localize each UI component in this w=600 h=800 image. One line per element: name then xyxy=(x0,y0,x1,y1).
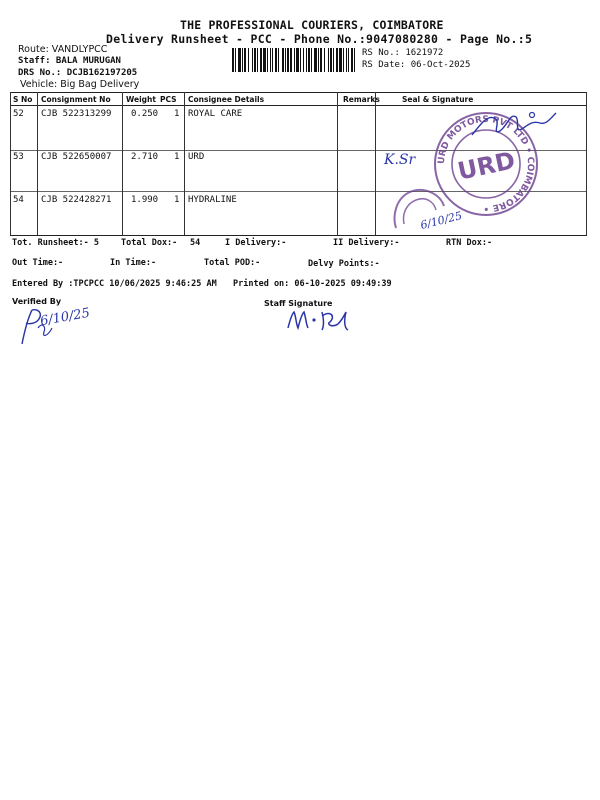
staff-signature xyxy=(284,306,354,334)
row-pcs: 1 xyxy=(174,152,180,162)
staff-signature-label: Staff Signature xyxy=(264,299,333,308)
barcode-bar xyxy=(242,48,243,72)
barcode-bar xyxy=(303,48,304,72)
col-divider xyxy=(375,92,376,235)
barcode-bar xyxy=(257,48,258,72)
row-consignee: URD xyxy=(188,152,205,162)
barcode-bar xyxy=(318,48,319,72)
row-weight: 0.250 xyxy=(131,109,159,119)
ii-delivery-label: II Delivery:- xyxy=(333,238,400,248)
row-weight: 2.710 xyxy=(131,152,159,162)
col-header-weight: Weight xyxy=(126,95,156,104)
barcode-bar xyxy=(238,48,241,72)
col-divider xyxy=(122,92,123,235)
barcode-bar xyxy=(333,48,334,72)
drs-number: DRS No.: DCJB162197205 xyxy=(18,68,138,78)
barcode-bar xyxy=(328,48,329,72)
row-consignee: ROYAL CARE xyxy=(188,109,243,119)
barcode-bar xyxy=(254,48,256,72)
col-header-consignee: Consignee Details xyxy=(188,95,265,104)
route-label: Route: VANDLYPCC xyxy=(18,44,108,55)
total-dox-value: 54 xyxy=(190,238,201,248)
row-weight: 1.990 xyxy=(131,195,159,205)
row-sno: 53 xyxy=(13,152,24,162)
barcode-bar xyxy=(348,48,349,72)
barcode-bar xyxy=(314,48,317,72)
barcode-bar xyxy=(252,48,253,72)
receiver-initials: K.Sr xyxy=(384,152,416,168)
barcode-bar xyxy=(278,48,279,72)
barcode-bar xyxy=(320,48,322,72)
verified-by-label: Verified By xyxy=(12,297,62,306)
barcode-image xyxy=(232,48,356,72)
barcode-bar xyxy=(354,48,355,72)
barcode-bar xyxy=(290,48,292,72)
barcode-bar xyxy=(294,48,295,72)
barcode-bar xyxy=(282,48,284,72)
barcode-bar xyxy=(285,48,286,72)
total-dox-label: Total Dox:- xyxy=(121,238,178,248)
out-time-label: Out Time:- xyxy=(12,258,64,268)
barcode-bar xyxy=(330,48,332,72)
table-top-border xyxy=(10,92,587,93)
barcode-bar xyxy=(235,48,236,72)
staff-label: Staff: BALA MURUGAN xyxy=(18,56,121,66)
i-delivery-label: I Delivery:- xyxy=(225,238,287,248)
receiver-signature-1 xyxy=(470,105,560,145)
row-consignee: HYDRALINE xyxy=(188,195,237,205)
delvy-points-label: Delvy Points:- xyxy=(308,259,380,269)
entered-by: Entered By :TPCPCC 10/06/2025 9:46:25 AM xyxy=(12,279,217,289)
col-header-remarks: Remarks xyxy=(343,95,380,104)
col-header-consignment: Consignment No xyxy=(41,95,111,104)
barcode-bar xyxy=(260,48,262,72)
col-header-pcs: PCS xyxy=(160,95,177,104)
table-right-border xyxy=(586,92,587,235)
barcode-bar xyxy=(339,48,342,72)
seal-outer-text: URD MOTORS PVT LTD • COIMBATORE • xyxy=(436,114,536,214)
total-pod-label: Total POD:- xyxy=(204,258,261,268)
row-pcs: 1 xyxy=(174,195,180,205)
barcode-bar xyxy=(311,48,312,72)
col-divider xyxy=(337,92,338,235)
barcode-bar xyxy=(336,48,338,72)
barcode-bar xyxy=(300,48,301,72)
barcode-bar xyxy=(272,48,273,72)
barcode-bar xyxy=(275,48,277,72)
barcode-bar xyxy=(308,48,310,72)
in-time-label: In Time:- xyxy=(110,258,157,268)
barcode-bar xyxy=(306,48,307,72)
runsheet-subtitle: Delivery Runsheet - PCC - Phone No.:9047080280 - Page No.:5 xyxy=(106,32,533,46)
barcode-bar xyxy=(324,48,325,72)
barcode-bar xyxy=(267,48,268,72)
barcode-bar xyxy=(248,48,249,72)
row-consignment: CJB 522650007 xyxy=(41,152,112,162)
barcode-bar xyxy=(270,48,271,72)
table-bottom-border xyxy=(10,235,587,236)
col-divider xyxy=(37,92,38,235)
receiver-date: 6/10/25 xyxy=(419,209,464,232)
barcode-bar xyxy=(346,48,347,72)
row-sno: 54 xyxy=(13,195,24,205)
barcode-bar xyxy=(287,48,289,72)
barcode-bar xyxy=(343,48,344,72)
rs-date: RS Date: 06-Oct-2025 xyxy=(362,60,471,70)
seal-center-text: URD xyxy=(455,146,518,186)
barcode-bar xyxy=(244,48,246,72)
row-consignment: CJB 522313299 xyxy=(41,109,112,119)
row-sno: 52 xyxy=(13,109,24,119)
verified-by-date: 6/10/25 xyxy=(39,305,92,330)
printed-on: Printed on: 06-10-2025 09:49:39 xyxy=(233,279,392,289)
company-title: THE PROFESSIONAL COURIERS, COIMBATORE xyxy=(180,18,444,32)
barcode-bar xyxy=(232,48,234,72)
col-header-seal-signature: Seal & Signature xyxy=(402,95,474,104)
total-runsheet: Tot. Runsheet:- 5 xyxy=(12,238,99,248)
rs-number: RS No.: 1621972 xyxy=(362,48,444,58)
barcode-bar xyxy=(263,48,266,72)
vehicle-label: Vehicle: Big Bag Delivery xyxy=(20,79,140,90)
row-pcs: 1 xyxy=(174,109,180,119)
col-header-sno: S No xyxy=(13,95,33,104)
barcode-bar xyxy=(351,48,353,72)
col-divider xyxy=(184,92,185,235)
barcode-bar xyxy=(296,48,299,72)
rtn-dox-label: RTN Dox:- xyxy=(446,238,493,248)
table-left-border xyxy=(10,92,11,235)
row-consignment: CJB 522428271 xyxy=(41,195,112,205)
